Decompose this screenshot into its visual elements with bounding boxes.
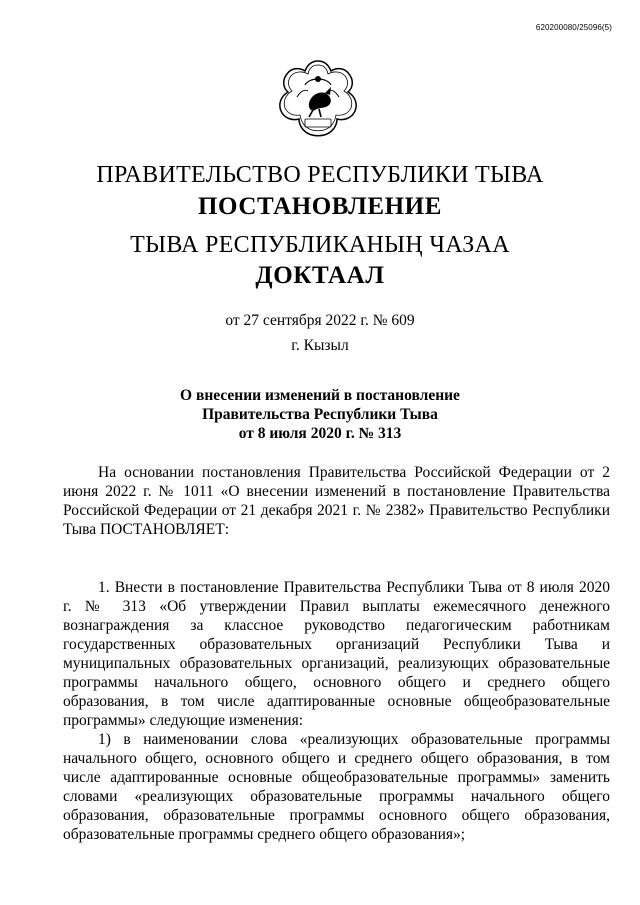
- document-type-ru: ПОСТАНОВЛЕНИЕ: [197, 193, 443, 220]
- document-id: 620200080/25096(5): [535, 23, 612, 32]
- document-date-number: от 27 сентября 2022 г. № 609: [225, 312, 415, 329]
- subject-line: О внесении изменений в постановление: [180, 387, 460, 404]
- document-type-tyv: ДОКТААЛ: [255, 262, 385, 289]
- government-name-ru: ПРАВИТЕЛЬСТВО РЕСПУБЛИКИ ТЫВА: [96, 162, 544, 188]
- coat-of-arms-of-tuva-icon: [275, 55, 361, 143]
- emblem-graphic: [275, 55, 361, 143]
- item-1-1-paragraph: 1) в наименовании слова «реализующих образовательные программы начального общего, основного общего и среднего общего образования, в том числе адаптированные основные общеобразовательные программы» заменить словами «реализующих образовательные программы начального общего образования, образовательные программы основного общего образования, образовательные программы среднего общего образования»;: [63, 731, 610, 843]
- document-city: г. Кызыл: [291, 337, 349, 354]
- subject-line: Правительства Республики Тыва: [202, 406, 438, 423]
- body-items: [63, 578, 610, 844]
- preamble-paragraph: На основании постановления Правительства Российской Федерации от 2 июня 2022 г. № 1011 «О внесении изменений в постановление Правительства Российской Федерации от 21 декабря 2021 г. № 2382» Правительство Республики Тыва ПОСТАНОВЛЯЕТ:: [63, 464, 610, 538]
- item-1-paragraph: 1. Внести в постановление Правительства Республики Тыва от 8 июля 2020 г. № 313 «Об утверждении Правил выплаты ежемесячного денежного вознаграждения за классное руководство педагогическим работникам государственных образовательных организаций Республики Тыва и муниципальных образовательных организаций, реализующих образовательные программы начального общего, основного общего и среднего общего образования, в том числе адаптированные основные общеобразовательные программы» следующие изменения:: [63, 579, 610, 729]
- document-subject: [0, 386, 640, 443]
- subject-line: от 8 июля 2020 г. № 313: [238, 425, 402, 442]
- government-name-tyv: ТЫВА РЕСПУБЛИКАНЫҢ ЧАЗАА: [130, 232, 510, 258]
- body-preamble: [63, 463, 610, 539]
